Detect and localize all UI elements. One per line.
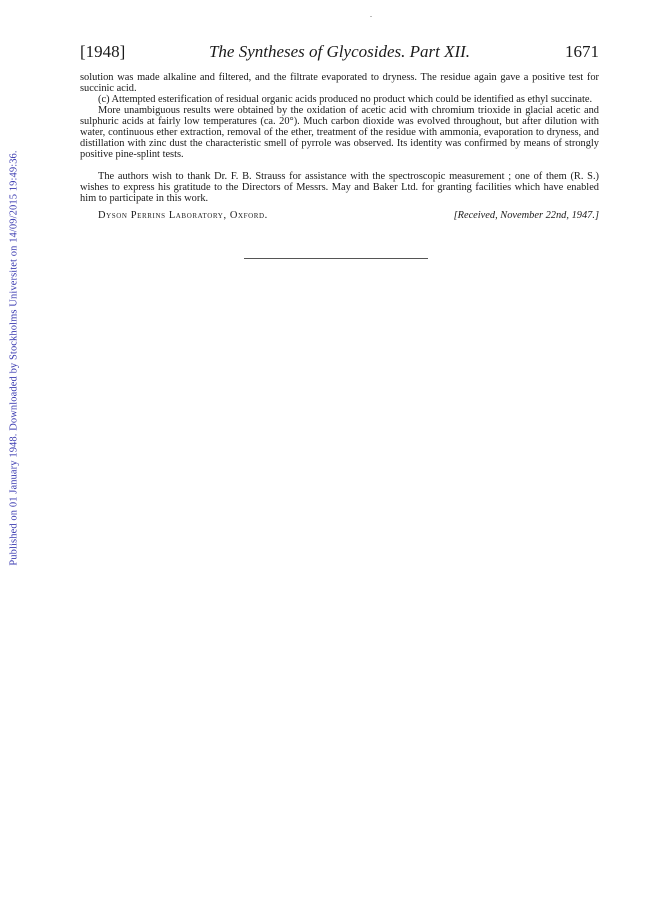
- download-watermark: [0, 0, 28, 912]
- journal-year: [1948]: [80, 42, 126, 61]
- end-of-article-rule: [244, 258, 428, 259]
- text-line: positive test for succinic acid.: [80, 72, 599, 94]
- laboratory-address: Dyson Perrins Laboratory, Oxford.: [98, 210, 268, 221]
- text-line: solution was made alkaline and filtered, and the filtrate evaporated to dryness. The residue again gave a: [80, 72, 529, 83]
- text-line: facilities which have enabled him to participate in this work.: [80, 182, 600, 204]
- text-line: throughout, but after dilution with water, continuous ether extraction, removal of the ether, treatment: [80, 116, 600, 138]
- paragraph-esterification: [80, 94, 599, 105]
- text-line: The authors wish to thank Dr. F. B. Strauss for assistance with the spectroscopic measurement ; one: [98, 171, 530, 182]
- signature-line: [80, 210, 599, 224]
- text-line: smell of pyrrole was observed. Its identity was confirmed by means of strongly positive pine-splint: [80, 138, 599, 160]
- received-date: [Received, November 22nd, 1947.]: [453, 210, 599, 221]
- body-text: [80, 72, 599, 204]
- running-title: The Syntheses of Glycosides. Part XII.: [208, 42, 471, 61]
- text-line: More unambiguous results were obtained by the oxidation of acetic acid with chromium trioxide in: [98, 105, 522, 116]
- paragraph-succinic-test: [80, 72, 599, 94]
- paragraph-oxidation: [80, 105, 599, 160]
- text-line: of the residue with ammonia, evaporation to dryness, and distillation with zinc dust the characteristic: [80, 127, 599, 149]
- article-page: [80, 42, 599, 224]
- text-line: of them (R. S.) wishes to express his gratitude to the Directors of Messrs. May and Baker Ltd. for granting: [80, 171, 600, 193]
- page-number: 1671: [565, 42, 599, 61]
- running-head: [80, 42, 599, 66]
- text-line: as ethyl succinate.: [516, 94, 593, 105]
- download-watermark-text: Published on 01 January 1948. Downloaded by Stockholms Universitet on 14/09/2015 19:49:36.: [8, 150, 20, 566]
- text-line: glacial acetic and sulphuric acids at fairly low temperatures (ca. 20°). Much carbon dioxide was evolved: [80, 105, 599, 127]
- text-line: tests.: [162, 149, 184, 160]
- text-line: (c) Attempted esterification of residual organic acids produced no product which could be identified: [98, 94, 514, 105]
- paragraph-acknowledgements: [80, 171, 599, 204]
- scan-speck: [370, 16, 372, 17]
